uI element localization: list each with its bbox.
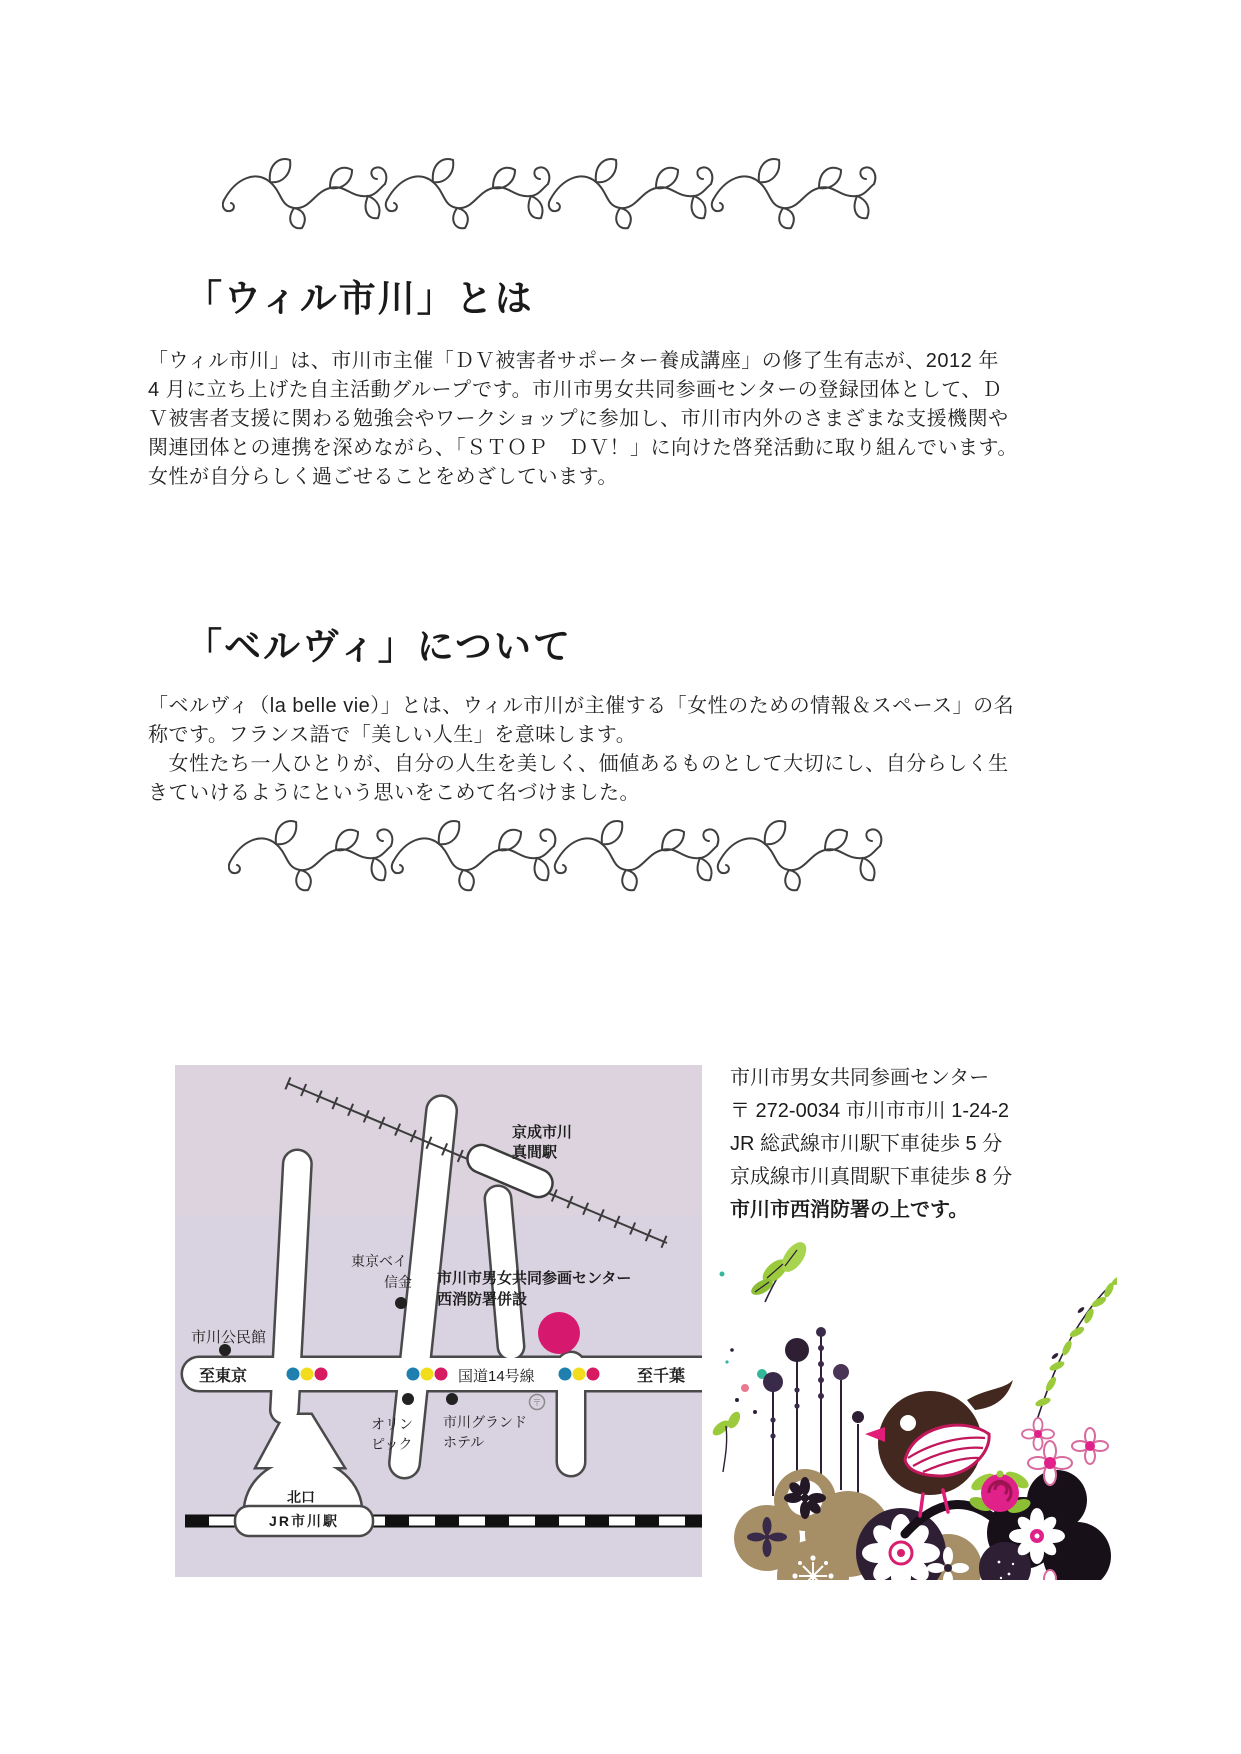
access-line: 市川市男女共同参画センター [730,1067,990,1089]
label-north-exit: 北口 [287,1489,315,1505]
paragraph-line: 「ベルヴィ（la belle vie）」とは、ウィル市川が主催する「女性のための情報＆スペース」の名 [148,695,1015,717]
svg-text:〒: 〒 [532,1398,542,1408]
label-route14: 国道14号線 [458,1368,535,1385]
center-location-marker [538,1312,580,1354]
rose-icon [968,1468,1033,1515]
label-kominkan: 市川公民館 [191,1329,267,1346]
label-olympic1: オリン [371,1416,413,1432]
paragraph-line: 称です。フランス語で「美しい人生」を意味します。 [148,724,637,746]
paragraph-line: Ｖ被害者支援に関わる勉強会やワークショップに参加し、市川市内外のさまざまな支援機関や [148,408,1009,430]
vine-ornament-top [222,150,882,230]
olympic-dot [402,1393,414,1405]
scatter-dots [710,1348,767,1472]
paragraph-line: 関連団体との連携を深めながら、「ＳＴＯＰ ＤＶ！」に向けた啓発活動に取り組んでいます。 [148,437,1018,459]
paragraph-line: 女性が自分らしく過ごせることをめざしています。 [148,466,618,488]
label-keisei-station: 京成市川 [512,1124,573,1141]
bird-flower-image [705,1238,1117,1580]
label-grand-hotel1: 市川グランド [443,1414,527,1430]
access-info [730,1062,1012,1227]
label-tokyo-bay: 東京ベイ [351,1253,407,1269]
green-branch [1034,1254,1117,1426]
access-map-image [175,1065,702,1577]
bud-circles [763,1327,864,1439]
access-line: 京成線市川真間駅下車徒歩 8 分 [730,1166,1013,1188]
shinkin-dot [395,1297,407,1309]
heading-belle-vie: 「ベルヴィ」について [185,626,573,667]
signal-icon [559,1368,600,1381]
leaf-sprig-icon [720,1238,812,1302]
paragraph-line: 「ウィル市川」は、市川市主催「ＤＶ被害者サポーター養成講座」の修了生有志が、2012 年 [148,350,999,372]
label-keisei-station2: 真間駅 [512,1144,558,1161]
paragraph-line: 4 月に立ち上げた自主活動グループです。市川市男女共同参画センターの登録団体として、Ｄ [148,379,1003,401]
paragraph-belle-vie [148,692,1015,808]
label-shinkin: 信金 [384,1274,412,1290]
label-center-name: 市川市男女共同参画センター [437,1270,632,1287]
access-line: JR 総武線市川駅下車徒歩 5 分 [730,1133,1003,1155]
label-to-chiba: 至千葉 [637,1368,686,1385]
label-to-tokyo: 至東京 [199,1368,248,1385]
paragraph-will-ichikawa [148,347,1018,492]
vine-ornament-middle [228,812,888,892]
heading-will-ichikawa: 「ウィル市川」とは [185,278,534,319]
signal-icon [407,1368,448,1381]
label-grand-hotel2: ホテル [443,1434,485,1450]
label-jr-station: JR市川駅 [269,1513,339,1529]
bird-flower-illustration [705,1238,1117,1580]
access-line: 〒 272-0034 市川市市川 1-24-2 [730,1100,1010,1122]
paragraph-line: 女性たち一人ひとりが、自分の人生を美しく、価値あるものとして大切にし、自分らしく生 [148,753,1009,775]
paragraph-line: きていけるようにという思いをこめて名づけました。 [148,782,640,804]
access-map [175,1065,702,1577]
access-line: 市川市西消防署の上です。 [730,1199,969,1221]
signal-icon [287,1368,328,1381]
label-center-annex: 西消防署併設 [437,1291,528,1308]
grand-hotel-dot [446,1393,458,1405]
label-olympic2: ピック [371,1436,413,1452]
